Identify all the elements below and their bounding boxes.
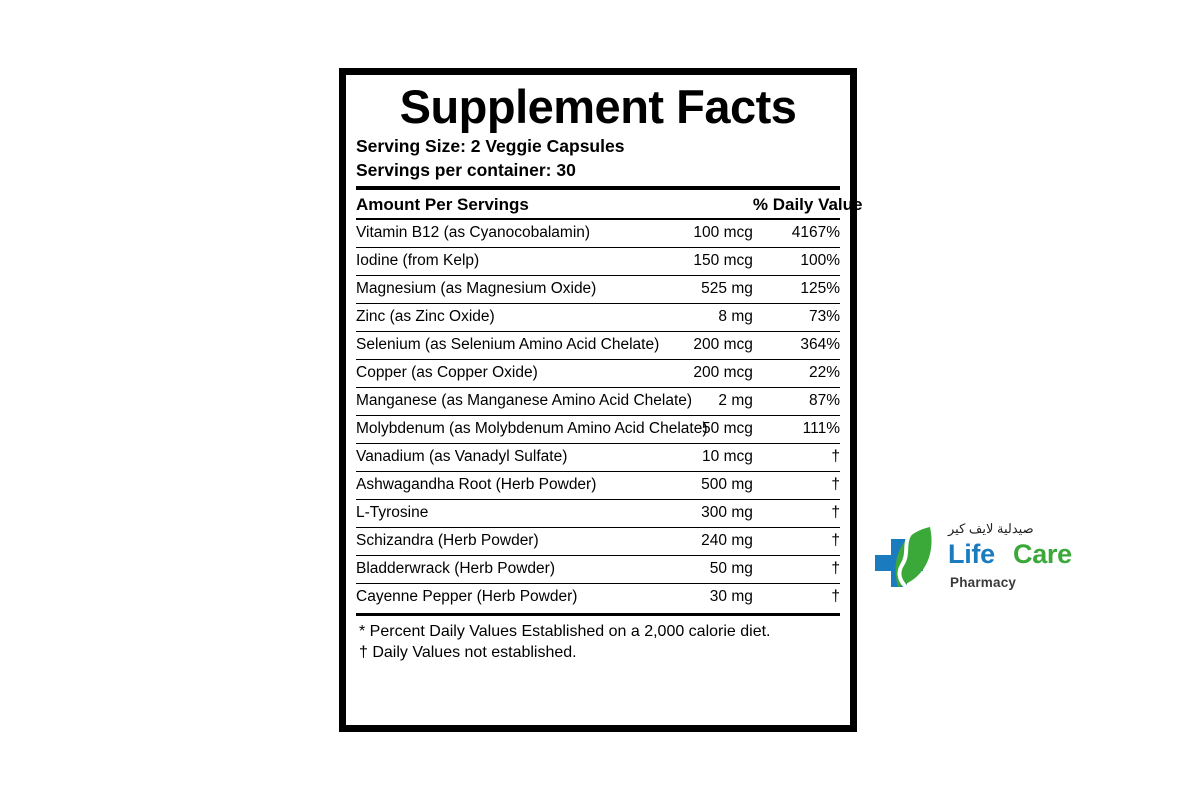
- ingredient-daily-value: 87%: [753, 387, 840, 415]
- ingredient-amount: 525 mg: [632, 275, 753, 303]
- ingredient-amount: 30 mg: [709, 588, 753, 606]
- column-header-daily-value: % Daily Value: [753, 190, 840, 219]
- table-row: [356, 331, 840, 359]
- ingredient-name: Selenium (as Selenium Amino Acid Chelate): [356, 331, 632, 359]
- logo-arabic-text: صيدلية لايف كير: [948, 521, 1034, 536]
- ingredient-amount: 2 mg: [632, 387, 753, 415]
- table-row: [356, 415, 840, 443]
- ingredient-name: Vitamin B12 (as Cyanocobalamin): [356, 219, 632, 248]
- table-row: [356, 527, 840, 555]
- ingredient-name: Iodine (from Kelp): [356, 247, 632, 275]
- ingredient-daily-value: 111%: [753, 415, 840, 443]
- ingredient-amount: 150 mcg: [632, 247, 753, 275]
- page-title: Supplement Facts: [399, 80, 797, 133]
- ingredient-daily-value: †: [753, 471, 840, 499]
- footnotes: [356, 613, 840, 663]
- ingredient-amount: 240 mg: [632, 527, 753, 555]
- ingredient-amount: 10 mcg: [632, 443, 753, 471]
- ingredient-daily-value: 125%: [753, 275, 840, 303]
- ingredient-name: Zinc (as Zinc Oxide): [356, 303, 632, 331]
- ingredient-daily-value: †: [753, 527, 840, 555]
- ingredient-name: Schizandra (Herb Powder): [356, 527, 632, 555]
- table-row: [356, 471, 840, 499]
- ingredient-amount: 50 mg: [632, 555, 753, 583]
- ingredient-amount: 300 mg: [632, 499, 753, 527]
- ingredient-daily-value: †: [831, 588, 840, 606]
- logo-pharmacy-text: Pharmacy: [950, 575, 1017, 590]
- logo-care-text: Care: [1013, 539, 1072, 569]
- pharmacy-logo: [872, 513, 1072, 618]
- nutrition-table: [356, 190, 863, 611]
- ingredient-daily-value: 100%: [753, 247, 840, 275]
- ingredient-daily-value: 73%: [753, 303, 840, 331]
- ingredient-daily-value: 22%: [753, 359, 840, 387]
- serving-size: Serving Size: 2 Veggie Capsules: [356, 135, 625, 156]
- ingredient-name: Manganese (as Manganese Amino Acid Chelate): [356, 387, 632, 415]
- ingredient-name: Ashwagandha Root (Herb Powder): [356, 471, 632, 499]
- servings-per-container: Servings per container: 30: [356, 159, 576, 180]
- ingredient-amount: 8 mg: [632, 303, 753, 331]
- ingredient-daily-value: 4167%: [753, 219, 840, 248]
- supplement-facts-panel: [339, 68, 863, 732]
- table-row: [356, 499, 840, 527]
- cross-leaf-icon: [872, 521, 942, 599]
- table-row: [356, 555, 840, 583]
- ingredient-name: L-Tyrosine: [356, 499, 632, 527]
- ingredient-daily-value: 364%: [753, 331, 840, 359]
- ingredient-name: Magnesium (as Magnesium Oxide): [356, 275, 632, 303]
- ingredient-daily-value: †: [753, 499, 840, 527]
- footnote-dagger: † Daily Values not established.: [359, 643, 577, 661]
- table-row: [356, 443, 840, 471]
- ingredient-amount: 100 mcg: [632, 219, 753, 248]
- ingredient-name: Cayenne Pepper (Herb Powder): [356, 588, 578, 606]
- ingredient-amount: 50 mcg: [632, 415, 753, 443]
- ingredient-amount: 500 mg: [632, 471, 753, 499]
- table-row: [356, 359, 840, 387]
- table-row: [356, 247, 840, 275]
- ingredient-name: Copper (as Copper Oxide): [356, 359, 632, 387]
- ingredient-amount: 200 mcg: [632, 331, 753, 359]
- logo-life-text: Life: [948, 539, 995, 569]
- column-header-spacer: [632, 190, 753, 219]
- footnote-daily-values: * Percent Daily Values Established on a 2,000 calorie diet.: [359, 622, 771, 640]
- table-row: [356, 303, 840, 331]
- table-header-row: [356, 190, 840, 219]
- ingredient-daily-value: †: [753, 443, 840, 471]
- ingredient-name: Vanadium (as Vanadyl Sulfate): [356, 443, 632, 471]
- ingredient-amount: 200 mcg: [632, 359, 753, 387]
- table-row: [356, 219, 840, 248]
- column-header-amount: Amount Per Servings: [356, 190, 632, 219]
- ingredient-daily-value: †: [753, 555, 840, 583]
- ingredient-name: Bladderwrack (Herb Powder): [356, 555, 632, 583]
- table-row: [356, 387, 840, 415]
- ingredient-name: Molybdenum (as Molybdenum Amino Acid Chelate): [356, 415, 632, 443]
- table-row: [356, 275, 840, 303]
- table-row: [356, 583, 840, 611]
